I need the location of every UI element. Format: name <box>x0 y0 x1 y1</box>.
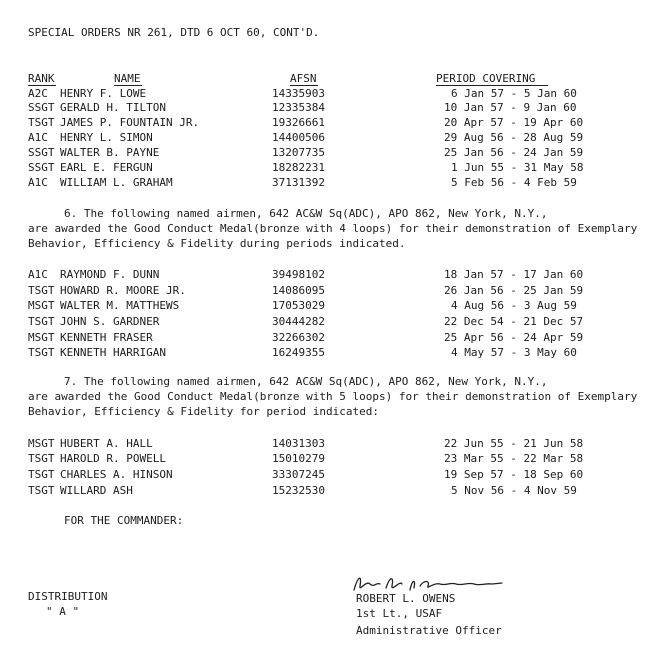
period-cell: 5 Nov 56 - 4 Nov 59 <box>451 484 577 497</box>
name-cell: KENNETH HARRIGAN <box>60 346 166 359</box>
period-cell: 20 Apr 57 - 19 Apr 60 <box>444 116 584 129</box>
afsn-cell: 13207735 <box>272 146 325 159</box>
afsn-cell: 19326661 <box>272 116 325 129</box>
name-cell: WALTER M. MATTHEWS <box>60 299 180 312</box>
rank-cell: A1C <box>28 131 48 144</box>
rank-cell: MSGT <box>28 299 55 312</box>
paragraph-6-first-line: 6. The following named airmen, 642 AC&W Sq(ADC), APO 862, New York, N.Y., <box>64 207 548 220</box>
header-underline-rank <box>28 85 56 86</box>
period-cell: 22 Jun 55 - 21 Jun 58 <box>444 437 584 450</box>
table-row <box>0 146 653 159</box>
afsn-cell: 16249355 <box>272 346 325 359</box>
table-row <box>0 346 653 359</box>
paragraph-7-body: are awarded the Good Conduct Medal(bronze with 5 loops) for their demonstration of Exemplary Behavior, Efficiency & Fidelity for period indicated: <box>28 390 638 418</box>
rank-cell: MSGT <box>28 331 55 344</box>
name-cell: HENRY F. LOWE <box>60 87 147 100</box>
rank-cell: TSGT <box>28 284 55 297</box>
name-cell: CHARLES A. HINSON <box>60 468 173 481</box>
rank-cell: SSGT <box>28 146 55 159</box>
period-cell: 26 Jan 56 - 25 Jan 59 <box>444 284 584 297</box>
rank-cell: A1C <box>28 268 48 281</box>
name-cell: WILLARD ASH <box>60 484 133 497</box>
name-cell: RAYMOND F. DUNN <box>60 268 160 281</box>
period-cell: 6 Jan 57 - 5 Jan 60 <box>451 87 577 100</box>
period-cell: 25 Jan 56 - 24 Jan 59 <box>444 146 584 159</box>
rank-cell: TSGT <box>28 484 55 497</box>
paragraph-7 <box>28 374 643 419</box>
signer-name: ROBERT L. OWENS <box>356 592 456 605</box>
name-cell: JOHN S. GARDNER <box>60 315 160 328</box>
paragraph-6-body: are awarded the Good Conduct Medal(bronze with 4 loops) for their demonstration of Exemplary Behavior, Efficiency & Fidelity during periods indicated. <box>28 222 638 250</box>
afsn-cell: 18282231 <box>272 161 325 174</box>
table-row <box>0 484 653 497</box>
rank-cell: SSGT <box>28 161 55 174</box>
paragraph-6 <box>28 206 643 251</box>
paragraph-7-first-line: 7. The following named airmen, 642 AC&W Sq(ADC), APO 862, New York, N.Y., <box>64 375 548 388</box>
afsn-cell: 17053029 <box>272 299 325 312</box>
afsn-cell: 15010279 <box>272 452 325 465</box>
distribution-value: " A " <box>46 605 80 618</box>
table-row <box>0 437 653 450</box>
name-cell: WILLIAM L. GRAHAM <box>60 176 173 189</box>
rank-cell: A2C <box>28 87 48 100</box>
period-cell: 1 Jun 55 - 31 May 58 <box>451 161 584 174</box>
period-cell: 29 Aug 56 - 28 Aug 59 <box>444 131 584 144</box>
table-row <box>0 284 653 297</box>
period-cell: 18 Jan 57 - 17 Jan 60 <box>444 268 584 281</box>
period-cell: 22 Dec 54 - 21 Dec 57 <box>444 315 584 328</box>
rank-cell: A1C <box>28 176 48 189</box>
period-cell: 23 Mar 55 - 22 Mar 58 <box>444 452 584 465</box>
header-underline-period <box>436 85 548 86</box>
afsn-cell: 32266302 <box>272 331 325 344</box>
column-header-name: NAME <box>114 72 141 85</box>
afsn-cell: 39498102 <box>272 268 325 281</box>
distribution-label: DISTRIBUTION <box>28 590 108 603</box>
afsn-cell: 37131392 <box>272 176 325 189</box>
name-cell: HAROLD R. POWELL <box>60 452 166 465</box>
table-row <box>0 101 653 114</box>
period-cell: 19 Sep 57 - 18 Sep 60 <box>444 468 584 481</box>
afsn-cell: 12335384 <box>272 101 325 114</box>
table-row <box>0 468 653 481</box>
afsn-cell: 14086095 <box>272 284 325 297</box>
rank-cell: TSGT <box>28 468 55 481</box>
table-row <box>0 161 653 174</box>
rank-cell: TSGT <box>28 116 55 129</box>
name-cell: HENRY L. SIMON <box>60 131 153 144</box>
table-row <box>0 299 653 312</box>
afsn-cell: 14335903 <box>272 87 325 100</box>
afsn-cell: 14400506 <box>272 131 325 144</box>
header-underline-afsn <box>290 85 318 86</box>
column-header-afsn: AFSN <box>290 72 317 85</box>
name-cell: HOWARD R. MOORE JR. <box>60 284 186 297</box>
name-cell: WALTER B. PAYNE <box>60 146 160 159</box>
name-cell: KENNETH FRASER <box>60 331 153 344</box>
name-cell: EARL E. FERGUN <box>60 161 153 174</box>
document-header: SPECIAL ORDERS NR 261, DTD 6 OCT 60, CONT'D. <box>28 26 320 39</box>
rank-cell: SSGT <box>28 101 55 114</box>
rank-cell: TSGT <box>28 346 55 359</box>
afsn-cell: 30444282 <box>272 315 325 328</box>
table-row <box>0 116 653 129</box>
afsn-cell: 15232530 <box>272 484 325 497</box>
table-row <box>0 331 653 344</box>
rank-cell: MSGT <box>28 437 55 450</box>
name-cell: JAMES P. FOUNTAIN JR. <box>60 116 200 129</box>
table-row <box>0 176 653 189</box>
name-cell: HUBERT A. HALL <box>60 437 153 450</box>
period-cell: 4 May 57 - 3 May 60 <box>451 346 577 359</box>
table-row <box>0 131 653 144</box>
afsn-cell: 33307245 <box>272 468 325 481</box>
period-cell: 5 Feb 56 - 4 Feb 59 <box>451 176 577 189</box>
signer-title: Administrative Officer <box>356 624 502 637</box>
table-row <box>0 268 653 281</box>
period-cell: 10 Jan 57 - 9 Jan 60 <box>444 101 577 114</box>
table-row <box>0 452 653 465</box>
period-cell: 4 Aug 56 - 3 Aug 59 <box>451 299 577 312</box>
header-underline-name <box>114 85 142 86</box>
afsn-cell: 14031303 <box>272 437 325 450</box>
column-header-rank: RANK <box>28 72 55 85</box>
name-cell: GERALD H. TILTON <box>60 101 166 114</box>
table-row <box>0 315 653 328</box>
table-row <box>0 87 653 100</box>
period-cell: 25 Apr 56 - 24 Apr 59 <box>444 331 584 344</box>
signer-rank: 1st Lt., USAF <box>356 607 443 620</box>
for-the-commander: FOR THE COMMANDER: <box>64 514 184 527</box>
rank-cell: TSGT <box>28 452 55 465</box>
column-header-period: PERIOD COVERING <box>436 72 536 85</box>
rank-cell: TSGT <box>28 315 55 328</box>
